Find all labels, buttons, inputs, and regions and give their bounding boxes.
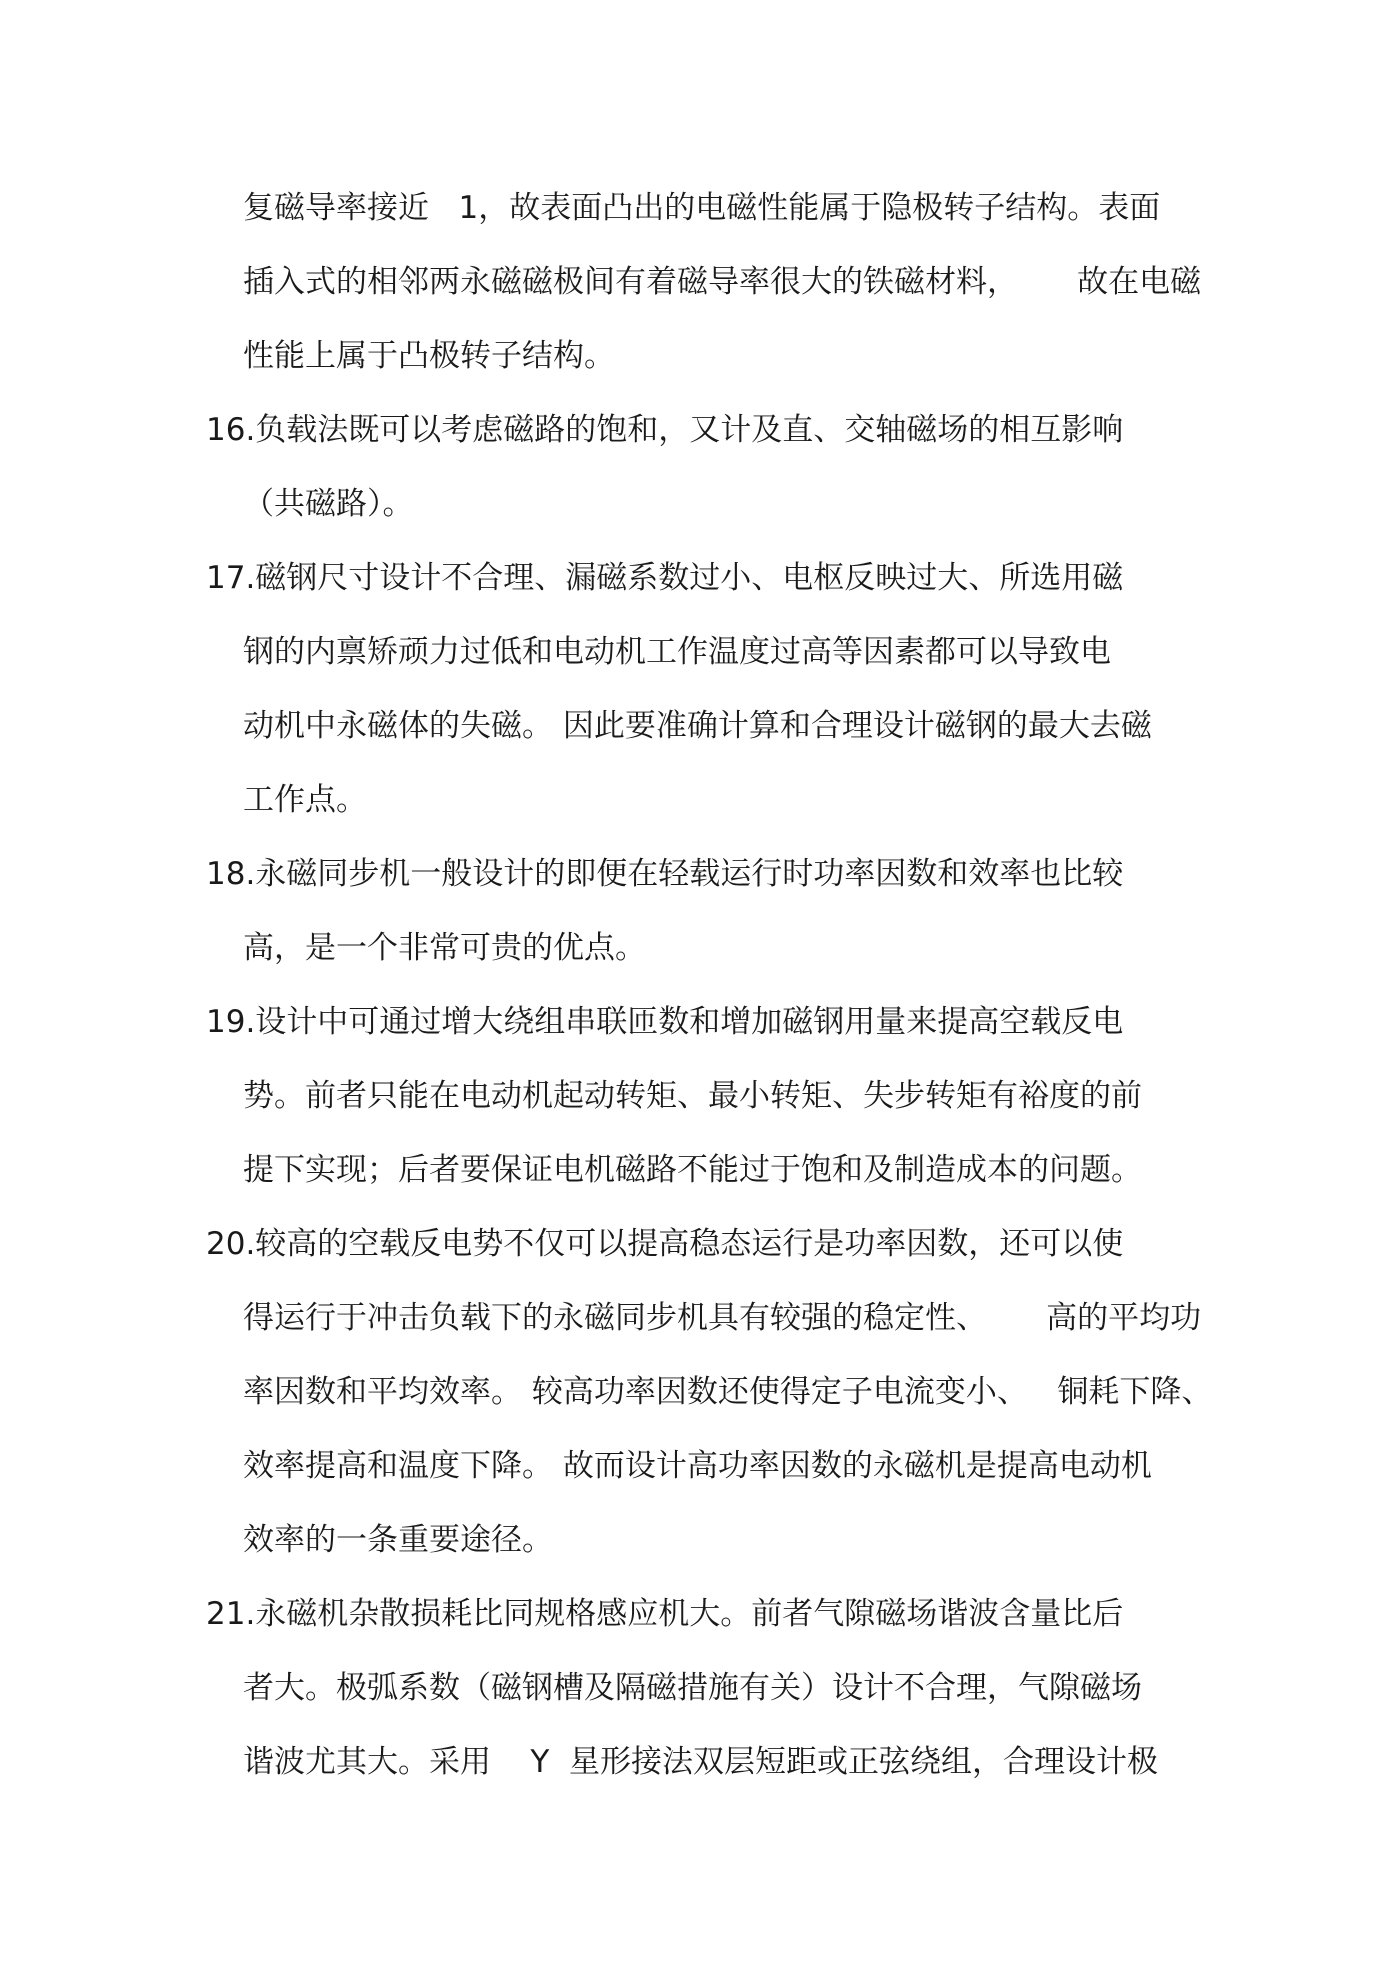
text-line: 率因数和平均效率。 较高功率因数还使得定子电流变小、 铜耗下降、 xyxy=(243,1374,1213,1410)
list-item-21: 21.永磁机杂散损耗比同规格感应机大。前者气隙磁场谐波含量比后 xyxy=(206,1596,1124,1632)
text-line: 性能上属于凸极转子结构。 xyxy=(243,338,615,374)
text-line: 效率的一条重要途径。 xyxy=(243,1522,553,1558)
text-line: 高，是一个非常可贵的优点。 xyxy=(243,930,646,966)
text-line: 钢的内禀矫顽力过低和电动机工作温度过高等因素都可以导致电 xyxy=(243,634,1111,670)
text-line: 动机中永磁体的失磁。 因此要准确计算和合理设计磁钢的最大去磁 xyxy=(243,708,1152,744)
text-line: 工作点。 xyxy=(243,782,367,818)
list-item-19: 19.设计中可通过增大绕组串联匝数和增加磁钢用量来提高空载反电 xyxy=(206,1004,1124,1040)
text-line: 插入式的相邻两永磁磁极间有着磁导率很大的铁磁材料， 故在电磁 xyxy=(243,264,1202,300)
text-line: 效率提高和温度下降。 故而设计高功率因数的永磁机是提高电动机 xyxy=(243,1448,1152,1484)
list-item-16: 16.负载法既可以考虑磁路的饱和，又计及直、交轴磁场的相互影响 xyxy=(206,412,1124,448)
text-line: 谐波尤其大。采用 Y 星形接法双层短距或正弦绕组，合理设计极 xyxy=(243,1744,1159,1780)
text-line: 复磁导率接近 1，故表面凸出的电磁性能属于隐极转子结构。表面 xyxy=(243,190,1161,226)
text-line: 者大。极弧系数（磁钢槽及隔磁措施有关）设计不合理，气隙磁场 xyxy=(243,1670,1142,1706)
text-line: 提下实现；后者要保证电机磁路不能过于饱和及制造成本的问题。 xyxy=(243,1152,1142,1188)
text-line: 势。前者只能在电动机起动转矩、最小转矩、失步转矩有裕度的前 xyxy=(243,1078,1142,1114)
list-item-17: 17.磁钢尺寸设计不合理、漏磁系数过小、电枢反映过大、所选用磁 xyxy=(206,560,1124,596)
text-line: （共磁路）。 xyxy=(243,486,414,522)
list-item-18: 18.永磁同步机一般设计的即便在轻载运行时功率因数和效率也比较 xyxy=(206,856,1124,892)
list-item-20: 20.较高的空载反电势不仅可以提高稳态运行是功率因数，还可以使 xyxy=(206,1226,1124,1262)
text-line: 得运行于冲击负载下的永磁同步机具有较强的稳定性、 高的平均功 xyxy=(243,1300,1202,1336)
